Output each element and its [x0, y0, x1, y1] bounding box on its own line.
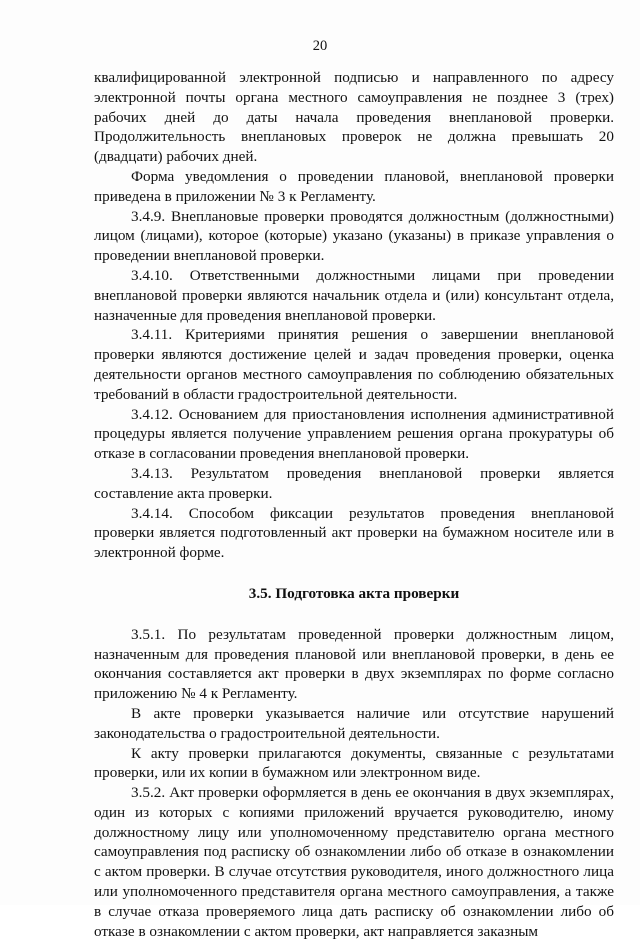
page-number: 20: [312, 38, 328, 54]
paragraph: 3.4.12. Основанием для приостановления исполнения административной процедуры является получение управлением решения органа прокуратуры об отказе в согласовании проведения внеплановой проверки.: [94, 405, 614, 463]
paragraph: 3.4.13. Результатом проведения внеплановой проверки является составление акта проверки.: [94, 464, 614, 502]
paragraph: квалифицированной электронной подписью и направленного по адресу электронной почты органа местного самоуправления не позднее 3 (трех) рабочих дней до даты начала проведения внеплановой проверки. Продолжительность внеплановых проверок не должна превышать 20 (двадцати) рабочих дней.: [94, 69, 614, 166]
paragraph: 3.4.10. Ответственными должностными лицами при проведении внеплановой проверки являются начальник отдела и (или) консультант отдела, назначенные для проведения внеплановой проверки.: [94, 266, 614, 324]
paragraphs-after-heading: [94, 625, 614, 941]
paragraph: 3.5.2. Акт проверки оформляется в день ее окончания в двух экземплярах, один из которых с копиями приложений вручается руководителю, иному должностному лицу или уполномоченному представителю органа местного самоуправления под расписку об ознакомлении либо об отказе в ознакомлении с актом проверки. В случае отсутствия руководителя, иного должностного лица или уполномоченного представителя органа местного самоуправления, а также в случае отказа проверяемого лица дать расписку об ознакомлении либо об отказе в ознакомлении с актом проверки, акт направляется заказным: [94, 784, 614, 940]
paragraphs-before-heading: [94, 68, 614, 563]
paragraph: 3.4.9. Внеплановые проверки проводятся должностным (должностными) лицом (лицами), которое (которые) указано (указаны) в приказе управления о проведении внеплановой проверки.: [94, 207, 614, 265]
paragraph: 3.4.11. Критериями принятия решения о завершении внеплановой проверки являются достижение целей и задач проведения проверки, оценка деятельности органов местного самоуправления по соблюдению обязательных требований в области градостроительной деятельности.: [94, 326, 614, 403]
paragraph: В акте проверки указывается наличие или отсутствие нарушений законодательства о градостроительной деятельности.: [94, 704, 614, 742]
paragraph: 3.5.1. По результатам проведенной проверки должностным лицом, назначенным для проведения плановой или внеплановой проверки, в день ее окончания составляется акт проверки в двух экземплярах по форме согласно приложению № 4 к Регламенту.: [94, 625, 614, 703]
paragraph: К акту проверки прилагаются документы, связанные с результатами проверки, или их копии в бумажном или электронном виде.: [94, 744, 614, 782]
document-body: [94, 68, 614, 941]
paragraph: Форма уведомления о проведении плановой, внеплановой проверки приведена в приложении № 3 к Регламенту.: [94, 167, 614, 205]
section-heading: 3.5. Подготовка акта проверки: [248, 584, 460, 602]
paragraph: 3.4.14. Способом фиксации результатов проведения внеплановой проверки является подготовленный акт проверки на бумажном носителе или в электронной форме.: [94, 504, 614, 562]
